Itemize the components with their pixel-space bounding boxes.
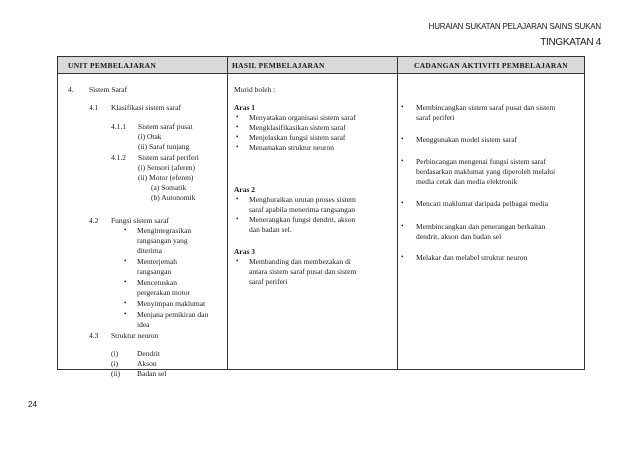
column-header-hasil: HASIL PEMBELAJARAN xyxy=(228,57,398,74)
aras-heading: Aras 1 xyxy=(234,103,256,112)
list-item: berdasarkan maklumat yang diperoleh melalui xyxy=(416,167,556,176)
list-item: Menamakan struktur neuron xyxy=(249,143,334,152)
list-item: diterima xyxy=(137,246,162,255)
aras-heading: Aras 3 xyxy=(234,247,256,256)
unit-title: Sistem Saraf xyxy=(89,85,128,94)
list-item: dendrit, akson dan badan sel xyxy=(416,232,502,241)
bullet-icon: • xyxy=(124,257,127,265)
aras-heading: Aras 2 xyxy=(234,185,256,194)
list-item: Menyimpan maklumat xyxy=(137,299,206,308)
subsection-title: Sistem saraf periferi xyxy=(138,153,199,162)
bullet-icon: • xyxy=(401,135,404,143)
subsection-number: 4.1.1 xyxy=(111,122,126,131)
list-item: Mengklasifikasikan sistem saraf xyxy=(249,123,346,132)
bullet-icon: • xyxy=(236,215,239,223)
list-item: Mengintegrasikan xyxy=(137,226,192,235)
list-item: (b) Autonomik xyxy=(151,193,196,202)
list-item: pergerakan motor xyxy=(137,288,190,297)
list-item: Menyatakan organisasi sistem saraf xyxy=(249,113,356,122)
list-item: Menggunakan model sistem saraf xyxy=(416,135,518,144)
document-header-title: HURAIAN SUKATAN PELAJARAN SAINS SUKAN xyxy=(428,22,601,31)
list-item: Membincangkan dan penerangan berkaitan xyxy=(416,222,546,231)
section-number: 4.1 xyxy=(89,103,99,112)
bullet-icon: • xyxy=(124,299,127,307)
section-title: Klasifikasi sistem saraf xyxy=(111,103,181,112)
bullet-icon: • xyxy=(401,199,404,207)
section-number: 4.2 xyxy=(89,216,99,225)
list-item: Menerangkan fungsi dendrit, akson xyxy=(249,215,356,224)
section-number: 4.3 xyxy=(89,331,99,340)
bullet-icon: • xyxy=(236,133,239,141)
bullet-icon: • xyxy=(401,253,404,261)
subsection-number: 4.1.2 xyxy=(111,153,126,162)
list-item: Mencari maklumat daripada pelbagai media xyxy=(416,199,549,208)
list-item: saraf periferi xyxy=(416,113,455,122)
column-header-aktiviti: CADANGAN AKTIVITI PEMBELAJARAN xyxy=(398,57,584,74)
bullet-icon: • xyxy=(401,157,404,165)
list-number: (i) xyxy=(111,349,119,358)
section-title: Struktur neuron xyxy=(111,331,159,340)
list-number: (i) xyxy=(111,359,119,368)
unit-number: 4. xyxy=(68,85,74,94)
list-item: (a) Somatik xyxy=(151,183,187,192)
list-item: Menjelaskan fungsi sistem saraf xyxy=(249,133,346,142)
list-item: media cetak dan media elektronik xyxy=(416,177,518,186)
list-item: Menghuraikan urutan proses sistem xyxy=(249,195,356,204)
bullet-icon: • xyxy=(124,278,127,286)
bullet-icon: • xyxy=(236,143,239,151)
list-item: (ii) Motor (eferen) xyxy=(138,173,194,182)
bullet-icon: • xyxy=(236,257,239,265)
list-item: Dendrit xyxy=(137,349,160,358)
subsection-title: Sistem saraf pusat xyxy=(138,122,193,131)
column-header-unit: UNIT PEMBELAJARAN xyxy=(58,57,228,74)
document-header-form: TINGKATAN 4 xyxy=(540,37,601,48)
list-item: rangsangan yang xyxy=(137,236,188,245)
list-item: Mencetuskan xyxy=(137,278,177,287)
bullet-icon: • xyxy=(401,222,404,230)
list-item: Menterjemah xyxy=(137,257,177,266)
hasil-intro: Murid boleh : xyxy=(234,85,276,94)
list-item: (ii) Saraf tunjang xyxy=(138,142,190,151)
section-title: Fungsi sistem saraf xyxy=(111,216,169,225)
syllabus-table xyxy=(57,56,585,378)
bullet-icon: • xyxy=(236,195,239,203)
list-item: dan badan sel. xyxy=(249,225,292,234)
bullet-icon: • xyxy=(236,113,239,121)
page-number: 24 xyxy=(28,400,37,409)
list-item: saraf apabila menerima rangsangan xyxy=(249,205,355,214)
bullet-icon: • xyxy=(124,226,127,234)
list-item: Badan sel xyxy=(137,369,167,378)
list-item: (i) Otak xyxy=(138,132,162,141)
bullet-icon: • xyxy=(401,103,404,111)
column-divider xyxy=(227,57,228,369)
bullet-icon: • xyxy=(124,310,127,318)
list-item: saraf periferi xyxy=(249,277,288,286)
list-item: (i) Sensori (aferen) xyxy=(138,163,196,172)
list-item: Menjana pemikiran dan xyxy=(137,310,209,319)
list-item: antara sistem saraf pusat dan sistem xyxy=(249,267,357,276)
list-item: Membincangkan sistem saraf pusat dan sistem xyxy=(416,103,556,112)
list-item: Membanding dan membezakan di xyxy=(249,257,351,266)
list-item: rangsangan xyxy=(137,267,172,276)
list-number: (ii) xyxy=(111,369,121,378)
list-item: Melakar dan melabel struktur neuron xyxy=(416,253,528,262)
column-divider xyxy=(397,57,398,369)
list-item: Perbincangan mengenai fungsi sistem saraf xyxy=(416,157,546,166)
list-item: idea xyxy=(137,320,150,329)
list-item: Akson xyxy=(137,359,157,368)
bullet-icon: • xyxy=(236,123,239,131)
